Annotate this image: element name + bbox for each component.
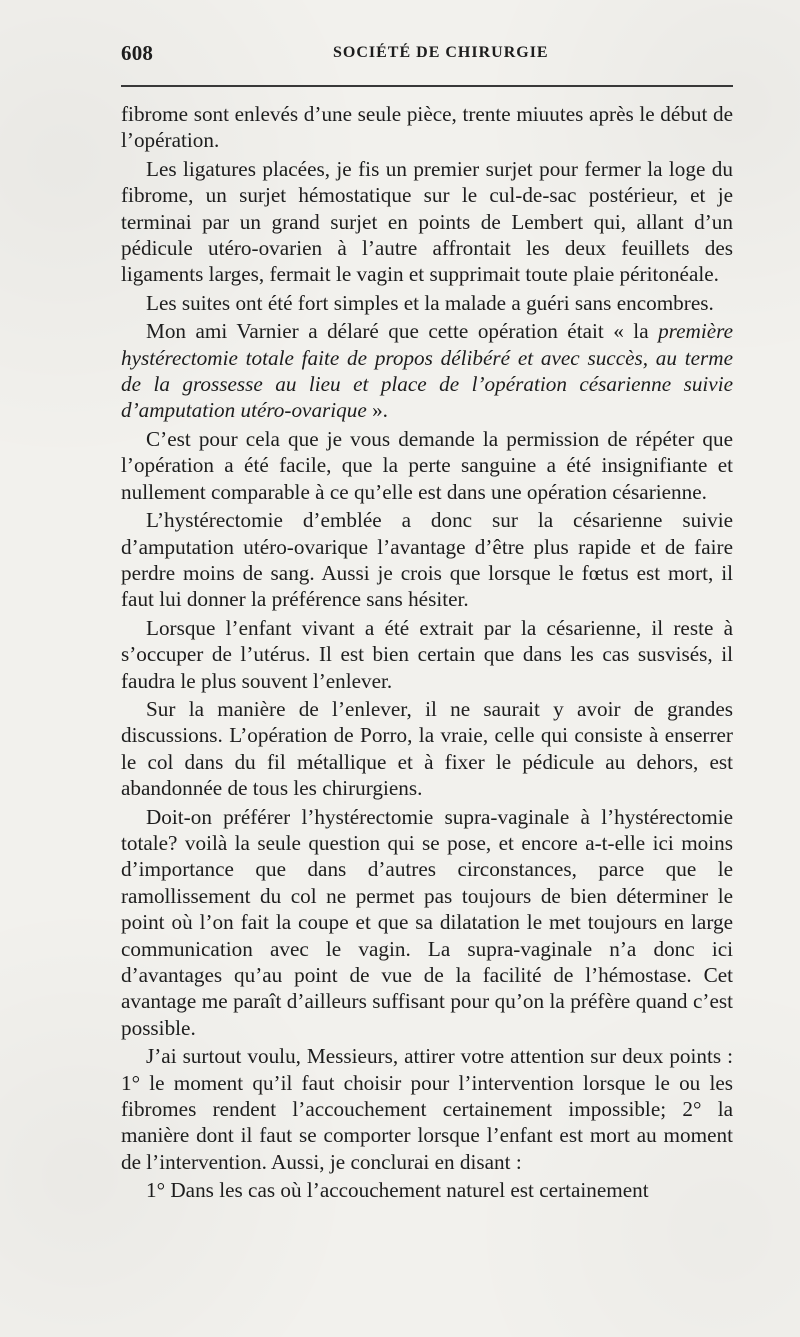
article-body	[121, 101, 733, 1203]
paragraph-4	[121, 318, 733, 424]
header-rule	[121, 85, 733, 87]
page-number: 608	[121, 41, 154, 65]
paragraph-7: Lorsque l’enfant vivant a été extrait par la césarienne, il reste à s’occuper de l’utérus. Il est bien certain que dans les cas susvisés, il faudra le plus souvent l’enlever.	[121, 615, 733, 693]
page-header	[121, 39, 733, 69]
paragraph-4-italic-quote: première hystérectomie totale faite de propos délibéré et avec succès, au terme de la grossesse au lieu et place de l’opération césarienne suivie d’amputation utéro-ovarique	[121, 319, 733, 423]
paragraph-2: Les ligatures placées, je fis un premier surjet pour fermer la loge du fibrome, un surjet hémostatique sur le cul-de-sac postérieur, et je terminai par un grand surjet en points de Lembert qui, allant d’un pédicule utéro-ovarien à l’autre affrontait les deux feuillets des ligaments larges, fermait le vagin et supprimait toute plaie péritonéale.	[121, 156, 733, 287]
paragraph-10: J’ai surtout voulu, Messieurs, attirer votre attention sur deux points : 1° le moment qu’il faut choisir pour l’intervention lorsque le ou les fibromes rendent l’accouchement certainement impossible; 2° la manière dont il faut se comporter lorsque l’enfant est mort au moment de l’intervention. Aussi, je conclurai en disant :	[121, 1044, 733, 1174]
paragraph-9: Doit-on préférer l’hystérectomie supra-vaginale à l’hystérectomie totale? voilà la seule question qui se pose, et encore a-t-elle ici moins d’importance que dans d’autres circonstances, parce que le ramollissement du col ne permet pas toujours de bien déterminer le point où l’on fait la coupe et que sa dilatation le met toujours en large communication avec le vagin. La supra-vaginale n’a donc ici d’avantages qu’au point de vue de la facilité de l’hémostase. Cet avantage me paraît d’ailleurs suffisant pour qu’on la préfère quand c’est possible.	[121, 804, 733, 1040]
running-head: SOCIÉTÉ DE CHIRURGIE	[333, 44, 549, 61]
paragraph-6: L’hystérectomie d’emblée a donc sur la césarienne suivie d’amputation utéro-ovarique l’avantage d’être plus rapide et de faire perdre moins de sang. Aussi je crois que lorsque le fœtus est mort, il faut lui donner la préférence sans hésiter.	[121, 508, 733, 612]
paragraph-4-prefix: Mon ami Varnier a délaré que cette opération était « la	[146, 319, 659, 344]
paragraph-4-suffix: ».	[366, 398, 388, 423]
paragraph-1: fibrome sont enlevés d’une seule pièce, trente miuutes après le début de l’opération.	[121, 102, 733, 153]
paragraph-3: Les suites ont été fort simples et la malade a guéri sans encombres.	[146, 290, 714, 315]
paragraph-5: C’est pour cela que je vous demande la permission de répéter que l’opération a été facile, que la perte sanguine a été insignifiante et nullement comparable à ce qu’elle est dans une opération césarienne.	[121, 426, 733, 504]
paragraph-11: 1° Dans les cas où l’accouchement naturel est certainement	[146, 1178, 649, 1203]
paragraph-8: Sur la manière de l’enlever, il ne saurait y avoir de grandes discussions. L’opération de Porro, la vraie, celle qui consiste à enserrer le col dans du fil métallique et à fixer le pédicule au dehors, est abandonnée de tous les chirurgiens.	[121, 696, 733, 801]
